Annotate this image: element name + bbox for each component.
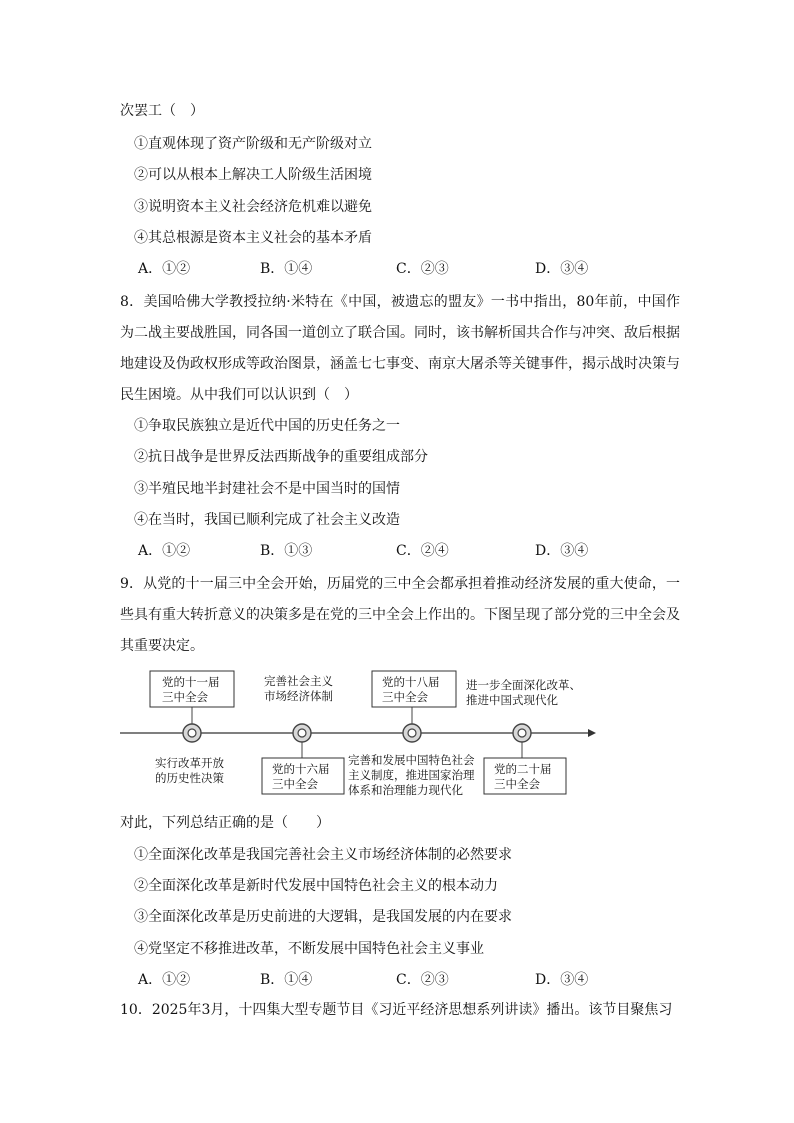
meeting-box-2-line1: 党的十六届 (272, 762, 330, 776)
q8-choice-a[interactable]: A．①② (138, 543, 191, 559)
q7-stem-tail: 次罢工（ ） (120, 103, 204, 119)
timeline-arrow (588, 729, 596, 737)
q9-choice-b[interactable]: B．①④ (260, 972, 313, 988)
q9-option-2: ②全面深化改革是新时代发展中国特色社会主义的根本动力 (134, 878, 498, 894)
q8-stem: 8．美国哈佛大学教授拉纳·米特在《中国，被遗忘的盟友》一书中指出，80年前，中国作为二战主要战胜国，同各国一道创立了联合国。同时，该书解析国共合作与冲突、敌后根据地建设及伪政权形成等政治图景，涵盖七七事变、南京大屠杀等关键事件，揭示战时决策与民生困境。从中我们可以认识到（ ） (120, 294, 680, 403)
q7-option-1: ①直观体现了资产阶级和无产阶级对立 (134, 136, 372, 152)
q7-option-2: ②可以从根本上解决工人阶级生活困境 (134, 167, 372, 183)
q7-choice-c[interactable]: C．②③ (396, 261, 449, 277)
timeline-node-3 (403, 724, 421, 742)
decision-note-1-line2: 的历史性决策 (155, 771, 224, 785)
q8-option-1: ①争取民族独立是近代中国的历史任务之一 (134, 418, 400, 434)
q8-option-2: ②抗日战争是世界反法西斯战争的重要组成部分 (134, 449, 428, 465)
decision-note-3-line2: 主义制度，推进国家治理 (348, 768, 475, 782)
q7-choice-d[interactable]: D．③④ (535, 261, 589, 277)
meeting-box-3-line1: 党的十八届 (382, 675, 440, 689)
q7-option-4: ④其总根源是资本主义社会的基本矛盾 (134, 230, 372, 246)
q9-stem: 9．从党的十一届三中全会开始，历届党的三中全会都承担着推动经济发展的重大使命，一些具有重大转折意义的决策多是在党的三中全会上作出的。下图呈现了部分党的三中全会及其重要决定。 (120, 576, 680, 654)
meeting-box-1-line2: 三中全会 (162, 690, 208, 704)
timeline-node-1 (183, 724, 201, 742)
q8-choice-b[interactable]: B．①③ (260, 543, 313, 559)
decision-note-3-line3: 体系和治理能力现代化 (348, 783, 463, 797)
q9-choice-d[interactable]: D．③④ (535, 972, 589, 988)
q7-option-3: ③说明资本主义社会经济危机难以避免 (134, 199, 372, 215)
decision-note-2-line2: 市场经济体制 (264, 689, 333, 703)
q8-choice-d[interactable]: D．③④ (535, 543, 589, 559)
q8-choice-c[interactable]: C．②④ (396, 543, 449, 559)
q10-stem: 10．2025年3月，十四集大型专题节目《习近平经济思想系列讲读》播出。该节目聚焦习 (120, 1002, 673, 1018)
q9-choice-a[interactable]: A．①② (138, 972, 191, 988)
timeline-node-4 (513, 724, 531, 742)
timeline-node-2 (293, 724, 311, 742)
meeting-box-2-line2: 三中全会 (272, 777, 318, 791)
meeting-box-4-line1: 党的二十届 (494, 762, 552, 776)
decision-note-4-line2: 推进中国式现代化 (466, 693, 558, 707)
q9-question: 对此，下列总结正确的是（ ） (120, 815, 330, 831)
meeting-box-3-line2: 三中全会 (382, 690, 428, 704)
q7-choice-b[interactable]: B．①④ (260, 261, 313, 277)
timeline-diagram (110, 660, 610, 800)
q9-option-4: ④党坚定不移推进改革，不断发展中国特色社会主义事业 (134, 941, 484, 957)
decision-note-3-line1: 完善和发展中国特色社会 (348, 753, 475, 767)
q7-choice-a[interactable]: A．①② (138, 261, 191, 277)
q8-option-4: ④在当时，我国已顺利完成了社会主义改造 (134, 512, 400, 528)
decision-note-2-line1: 完善社会主义 (264, 674, 333, 688)
meeting-box-1-line1: 党的十一届 (162, 675, 220, 689)
meeting-box-4-line2: 三中全会 (494, 777, 540, 791)
q9-option-1: ①全面深化改革是我国完善社会主义市场经济体制的必然要求 (134, 847, 512, 863)
decision-note-4-line1: 进一步全面深化改革、 (466, 678, 581, 692)
decision-note-1-line1: 实行改革开放 (155, 756, 224, 770)
q9-option-3: ③全面深化改革是历史前进的大逻辑，是我国发展的内在要求 (134, 909, 512, 925)
q9-choice-c[interactable]: C．②③ (396, 972, 449, 988)
q8-option-3: ③半殖民地半封建社会不是中国当时的国情 (134, 481, 400, 497)
